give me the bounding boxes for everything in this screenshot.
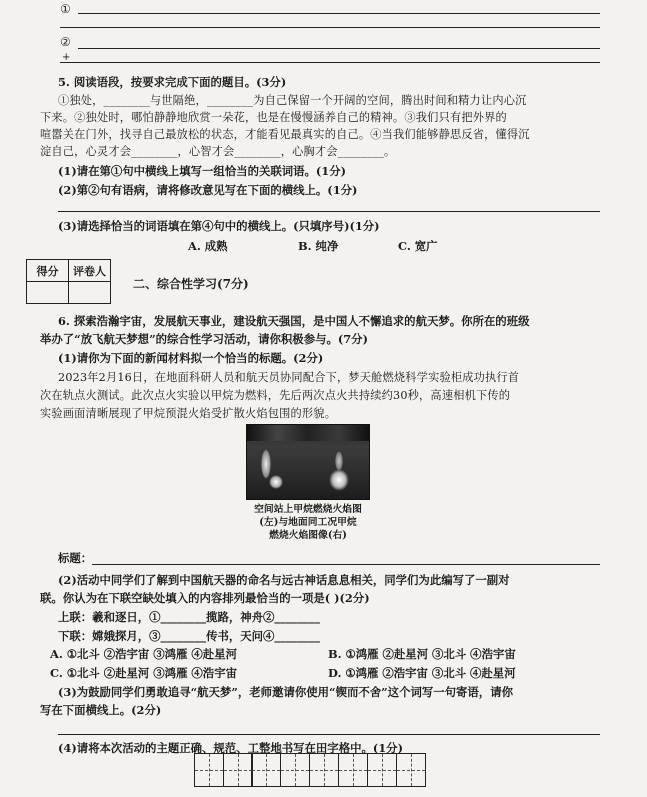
grid-cell[interactable] (251, 753, 281, 787)
circled-mark-2: ② (60, 35, 71, 49)
title-answer-line[interactable] (92, 564, 600, 565)
option-a-line: A. ①北斗 ②浩宇宙 ③鸿雁 ④赴星河 (50, 647, 237, 661)
lower-couplet: 下联：嫦娥探月，③________传书，天问④________ (58, 629, 320, 643)
photo-caption-3: 燃烧火焰图像(右) (269, 530, 347, 541)
photo-caption-2: (左)与地面同工况甲烷 (259, 517, 357, 528)
option-b-line: B. ①鸿雁 ②赴星河 ③北斗 ④浩宇宙 (328, 647, 516, 661)
passage-line-1: ①独处，________与世隔绝，________为自己保留一个开阔的空间，腾出时间和精力让内心沉 (58, 94, 527, 107)
writing-grid[interactable] (195, 753, 426, 787)
question-5-sub-2: (2)第②句有语病，请将修改意见写在下面的横线上。(1分) (58, 183, 358, 197)
grid-cell[interactable] (194, 753, 224, 787)
section-2-title: 二、综合性学习(7分) (133, 277, 249, 291)
answer-line[interactable] (60, 27, 600, 28)
score-table (26, 259, 111, 304)
question-5-sub-3: (3)请选择恰当的词语填在第④句中的横线上。(只填序号)(1分) (58, 219, 380, 233)
passage-line-2: 下来。②独处时，哪怕静静地欣赏一朵花，也是在慢慢涵养自己的精神。③我们只有把外界的 (40, 111, 507, 124)
news-line-3: 实验画面清晰展现了甲烷预混火焰受扩散火焰包围的形貌。 (40, 407, 337, 420)
question-6-sub-2-line-1: (2)活动中同学们了解到中国航天器的命名与远古神话息息相关，同学们为此编写了一副对 (58, 573, 510, 587)
grid-cell[interactable] (309, 753, 339, 787)
answer-line[interactable] (58, 211, 600, 212)
score-header: 得分 (27, 260, 69, 282)
option-d-line: D. ①鸿雁 ②浩宇宙 ③北斗 ④赴星河 (328, 666, 516, 680)
grid-cell[interactable] (223, 753, 253, 787)
upper-couplet: 上联：羲和逐日，①________揽路，神舟②________ (58, 610, 320, 624)
title-label: 标题： (58, 551, 93, 565)
question-6-sub-3-line-1: (3)为鼓励同学们勇敢追寻“航天梦”，老师邀请你使用“锲而不舍”这个词写一句寄语，请你 (58, 685, 513, 699)
question-6-intro-2: 举办了“放飞航天梦想”的综合性学习活动，请你积极参与。(7分) (40, 332, 368, 346)
passage-line-3: 喧嚣关在门外，找寻自己最放松的状态，才能看见最真实的自己。④当我们能够静思反省，懂得沉 (40, 128, 530, 141)
question-6-sub-2-line-2: 联。你认为在下联空缺处填入的内容排列最恰当的一项是( )(2分) (40, 591, 370, 605)
grid-cell[interactable] (280, 753, 310, 787)
grid-cell[interactable] (396, 753, 426, 787)
question-6-sub-1: (1)请你为下面的新闻材料拟一个恰当的标题。(2分) (58, 351, 324, 365)
option-b: B. 纯净 (298, 239, 339, 253)
answer-line[interactable] (60, 62, 600, 63)
grid-cell[interactable] (367, 753, 397, 787)
question-6-sub-4: (4)请将本次活动的主题正确、规范、工整地书写在田字格中。(1分) (58, 741, 403, 755)
passage-line-4: 淀自己，心灵才会________，心智才会________，心胸才会________。 (40, 145, 396, 158)
circled-mark-1: ① (60, 2, 71, 16)
plus-mark: + (62, 52, 71, 63)
question-5-sub-1: (1)请在第①句中横线上填写一组恰当的关联词语。(1分) (58, 164, 347, 178)
score-cell[interactable] (27, 282, 69, 304)
option-c-line: C. ①北斗 ②赴星河 ③鸿雁 ④浩宇宙 (50, 666, 237, 680)
photo-caption-1: 空间站上甲烷燃烧火焰图 (254, 504, 362, 515)
question-6-intro-1: 6. 探索浩瀚宇宙，发展航天事业，建设航天强国，是中国人不懈追求的航天梦。你所在的班级 (58, 314, 530, 328)
answer-line[interactable] (78, 13, 600, 14)
news-line-2: 次在轨点火测试。此次点火实验以甲烷为燃料，先后两次点火共持续约30秒，高速相机下传的 (40, 389, 511, 402)
answer-line[interactable] (78, 48, 600, 49)
flame-photo (246, 424, 370, 500)
option-a: A. 成熟 (188, 239, 228, 253)
question-6-sub-3-line-2: 写在下面横线上。(2分) (40, 703, 162, 717)
news-line-1: 2023年2月16日，在地面科研人员和航天员协同配合下，梦天舱燃烧科学实验柜成功执行首 (58, 371, 520, 384)
grid-cell[interactable] (338, 753, 368, 787)
question-5-title: 5. 阅读语段，按要求完成下面的题目。(3分) (58, 75, 287, 89)
grader-header: 评卷人 (69, 260, 111, 282)
option-c: C. 宽广 (398, 239, 438, 253)
grader-cell[interactable] (69, 282, 111, 304)
answer-line[interactable] (58, 734, 600, 735)
